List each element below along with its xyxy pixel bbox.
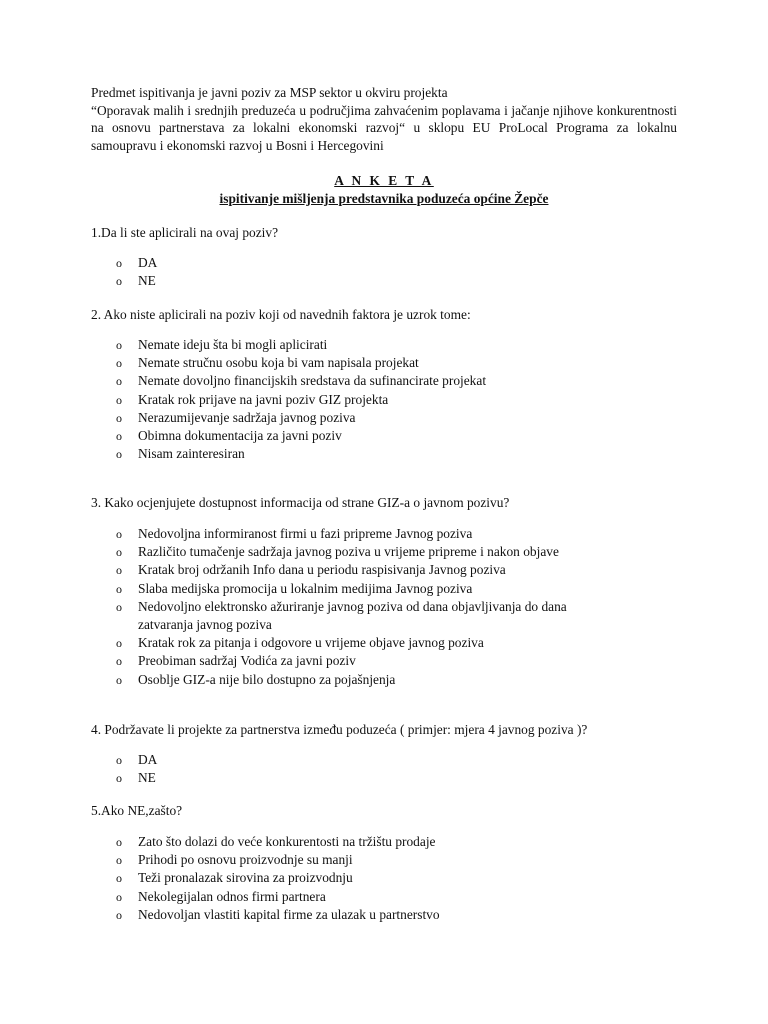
- option-item: [91, 833, 691, 851]
- bullet-icon: o: [116, 835, 122, 849]
- option-label: Kratak broj održanih Info dana u periodu raspisivanja Javnog poziva: [138, 562, 506, 578]
- option-item: [91, 391, 691, 409]
- survey-title-sub: ispitivanje mišljenja predstavnika poduzeća općine Žepče: [219, 191, 549, 206]
- option-item: [91, 888, 691, 906]
- option-label: Nedovoljno elektronsko ažuriranje javnog poziva od dana objavljivanja do dana: [138, 598, 567, 614]
- option-item: [91, 769, 691, 787]
- option-label: Preobiman sadržaj Vodića za javni poziv: [138, 653, 356, 669]
- option-label: Obimna dokumentacija za javni poziv: [138, 428, 342, 444]
- option-item: [91, 354, 691, 372]
- survey-title-main: A N K E T A: [334, 173, 434, 188]
- bullet-icon: o: [116, 599, 122, 614]
- bullet-icon: o: [116, 256, 122, 270]
- option-label: Nemate stručnu osobu koja bi vam napisala projekat: [138, 355, 419, 371]
- option-label: NE: [138, 770, 156, 786]
- survey-title: [91, 172, 677, 208]
- bullet-icon: o: [116, 654, 122, 669]
- bullet-icon: o: [116, 429, 122, 444]
- bullet-icon: o: [116, 581, 122, 596]
- option-item: [91, 336, 691, 354]
- option-label: Teži pronalazak sirovina za proizvodnju: [138, 870, 353, 886]
- bullet-icon: o: [116, 410, 122, 425]
- question-1-options: [91, 254, 691, 290]
- bullet-icon: o: [116, 753, 122, 767]
- bullet-icon: o: [116, 338, 122, 352]
- option-item: [91, 906, 691, 924]
- bullet-icon: o: [116, 447, 122, 462]
- option-item: [91, 598, 691, 616]
- bullet-icon: o: [116, 907, 122, 922]
- option-label: zatvaranja javnog poziva: [138, 617, 272, 633]
- option-item: [91, 580, 691, 598]
- option-label: Prihodi po osnovu proizvodnje su manji: [138, 852, 353, 868]
- option-label: Nemate ideju šta bi mogli aplicirati: [138, 337, 328, 352]
- option-item: [91, 543, 691, 561]
- bullet-icon: o: [116, 889, 122, 904]
- option-label: Nekolegijalan odnos firmi partnera: [138, 888, 326, 904]
- option-label: Slaba medijska promocija u lokalnim medijima Javnog poziva: [138, 580, 473, 596]
- question-4: 4. Podržavate li projekte za partnerstva između poduzeća ( primjer: mjera 4 javnog poziva )?: [91, 722, 588, 737]
- option-label: Nedovoljna informiranost firmi u fazi pripreme Javnog poziva: [138, 526, 473, 541]
- option-label: Zato što dolazi do veće konkurentosti na tržištu prodaje: [138, 834, 436, 849]
- question-3-options: [91, 525, 691, 689]
- option-label: Osoblje GIZ-a nije bilo dostupno za pojašnjenja: [138, 671, 396, 687]
- intro-paragraph: “Oporavak malih i srednjih preduzeća u područjima zahvaćenim poplavama i jačanje njihove konkurentnosti na osnovu partnerstava za lokalni ekonomski razvoj“ u sklopu EU ProLocal Programa za lokalnu samoupravu i ekonomski razvoj u Bosni i Hercegovini: [91, 102, 677, 153]
- option-label: NE: [138, 273, 156, 289]
- option-item: [91, 254, 691, 272]
- question-2-options: [91, 336, 691, 463]
- bullet-icon: o: [116, 563, 122, 578]
- bullet-icon: o: [116, 527, 122, 541]
- option-item: [91, 751, 691, 769]
- option-item: [91, 869, 691, 887]
- option-label: DA: [138, 255, 158, 270]
- question-2: 2. Ako niste aplicirali na poziv koji od navednih faktora je uzrok tome:: [91, 307, 471, 322]
- option-item: [91, 272, 691, 290]
- option-item: [91, 525, 691, 543]
- bullet-icon: o: [116, 636, 122, 651]
- option-label: Različito tumačenje sadržaja javnog poziva u vrijeme pripreme i nakon objave: [138, 544, 559, 560]
- bullet-icon: o: [116, 545, 122, 560]
- option-item: [91, 634, 691, 652]
- question-5-options: [91, 833, 691, 924]
- bullet-icon: o: [116, 392, 122, 407]
- option-label: Nemate dovoljno financijskih sredstava da sufinancirate projekat: [138, 373, 487, 389]
- question-5: 5.Ako NE,zašto?: [91, 803, 183, 818]
- option-item: [91, 445, 691, 463]
- intro-line: Predmet ispitivanja je javni poziv za MSP sektor u okviru projekta: [91, 85, 448, 100]
- bullet-icon: o: [116, 771, 122, 786]
- bullet-icon: o: [116, 274, 122, 289]
- option-label: Nedovoljan vlastiti kapital firme za ulazak u partnerstvo: [138, 906, 440, 922]
- bullet-icon: o: [116, 871, 122, 886]
- question-1: 1.Da li ste aplicirali na ovaj poziv?: [91, 225, 279, 240]
- bullet-icon: o: [116, 672, 122, 687]
- option-label: Kratak rok za pitanja i odgovore u vrijeme objave javnog poziva: [138, 635, 484, 651]
- option-item: [91, 561, 691, 579]
- question-3: 3. Kako ocjenjujete dostupnost informacija od strane GIZ-a o javnom pozivu?: [91, 495, 510, 510]
- bullet-icon: o: [116, 356, 122, 371]
- bullet-icon: o: [116, 853, 122, 868]
- bullet-icon: o: [116, 374, 122, 389]
- option-item: [91, 652, 691, 670]
- option-item: [91, 671, 691, 689]
- option-item: [91, 372, 691, 390]
- question-4-options: [91, 751, 691, 787]
- option-continuation: [91, 616, 691, 634]
- option-item: [91, 851, 691, 869]
- option-item: [91, 409, 691, 427]
- option-label: Nisam zainteresiran: [138, 446, 245, 462]
- intro-block: [91, 84, 677, 154]
- option-label: Nerazumijevanje sadržaja javnog poziva: [138, 409, 356, 425]
- option-item: [91, 427, 691, 445]
- option-label: DA: [138, 752, 158, 767]
- option-label: Kratak rok prijave na javni poziv GIZ projekta: [138, 391, 389, 407]
